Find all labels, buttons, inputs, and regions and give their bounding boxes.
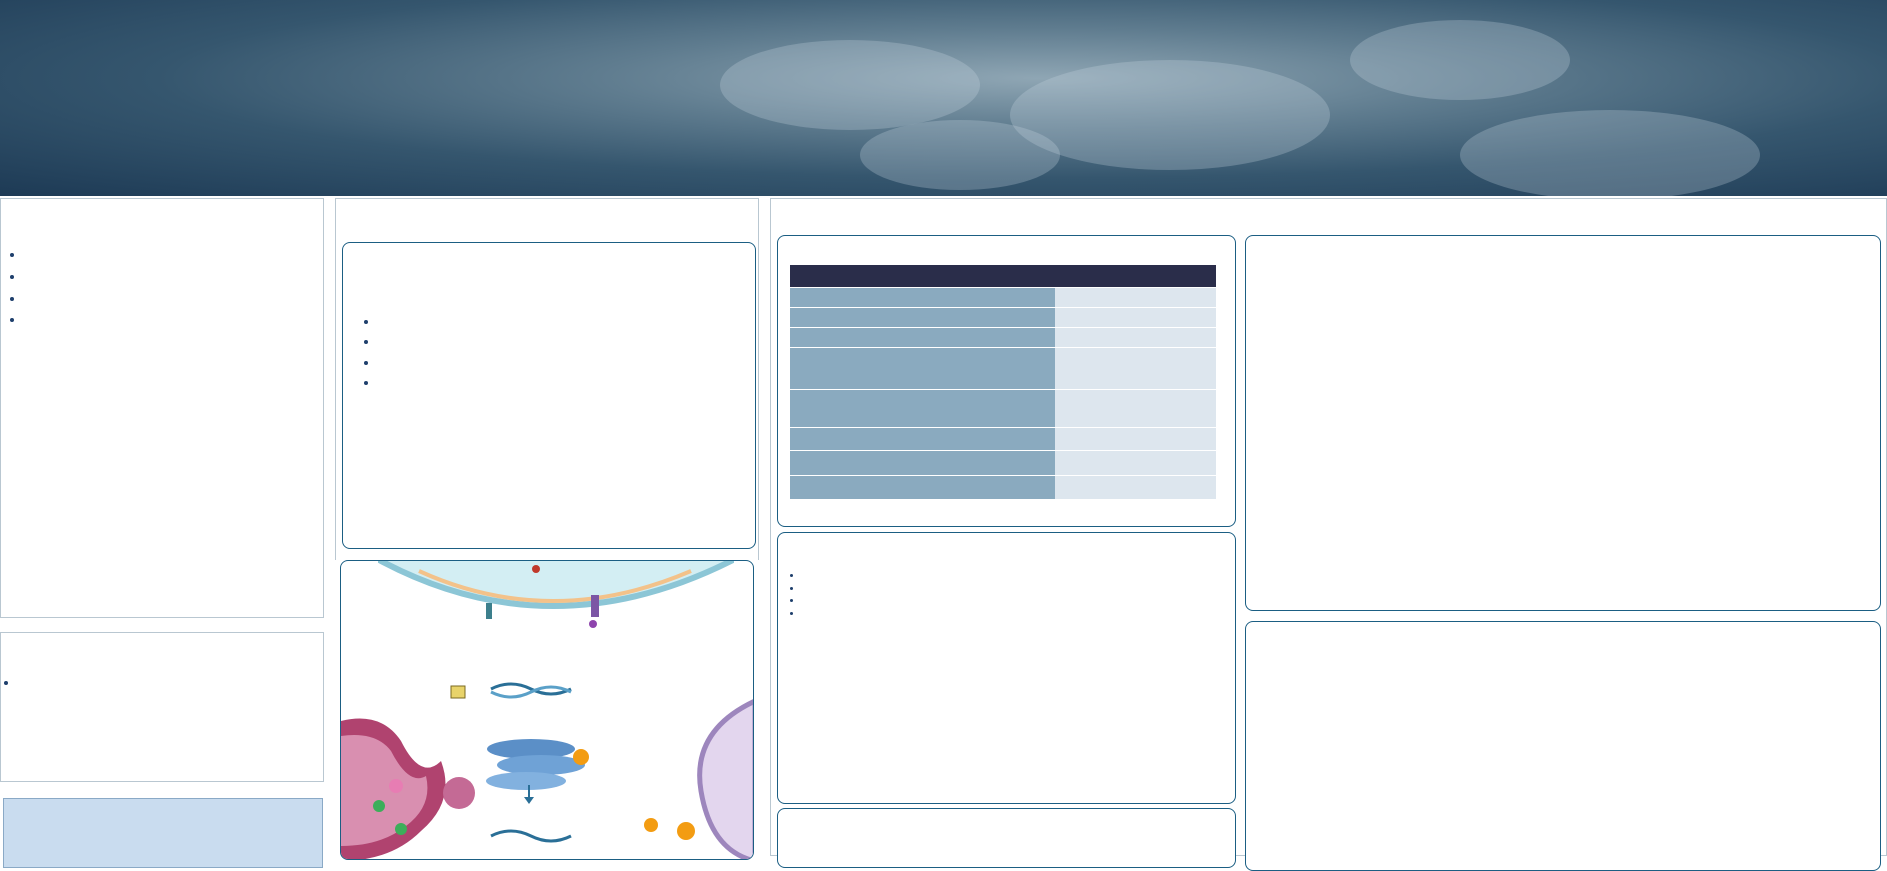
summary-bullets [790,569,1226,619]
pro-c3-fragment [451,686,465,698]
demographics-table [790,265,1216,500]
methods-bullets [357,311,749,392]
table-row-label [790,475,1055,499]
background-bullet [25,309,317,331]
immune-cell [700,701,754,860]
protease-molecule [644,818,658,832]
background-bullet [25,244,317,266]
background-bullets [3,244,317,331]
granule [395,823,407,835]
receptor [486,603,492,619]
net-blob [443,777,475,809]
major-findings-panel [3,798,323,868]
correlation-box [777,808,1236,868]
table-row-value [1055,307,1216,327]
table-row-value [1055,475,1216,499]
study-description-box [342,242,756,549]
table-row-value [1055,287,1216,307]
background-shape [1350,20,1570,100]
table-row-value [1055,389,1216,427]
hypothesis-bullet [19,672,311,694]
hypothesis-panel [0,632,324,782]
background-bullet [25,266,317,288]
tgf-molecule [589,620,597,628]
table-row-label [790,327,1055,347]
table-row-value [1055,327,1216,347]
methods-panel [335,198,759,562]
background-shape [720,40,980,130]
poster-header [0,0,1887,196]
ecm-fiber [497,755,585,775]
protease-molecule [677,822,695,840]
diagram-panel [335,560,759,856]
ecm-fiber [486,772,566,790]
tgf-receptor [591,595,599,617]
table-row-label [790,450,1055,475]
table-row-label [790,427,1055,450]
background-shape [860,120,1060,190]
table-row-label [790,287,1055,307]
pathway-diagram [340,560,754,860]
summary-bullet [802,607,1226,620]
table-row-label [790,307,1055,327]
summary-bullet [802,582,1226,595]
methods-bullet [379,311,749,331]
methods-bullet [379,352,749,372]
transcription-dot [532,565,540,573]
flow-arrow-head [524,797,534,804]
background-bullet [25,288,317,310]
pathway-diagram-svg [341,561,754,860]
table-row-value [1055,347,1216,389]
table-row-value [1055,450,1216,475]
table-title [790,265,1216,287]
figure-2-charts [1247,640,1879,856]
granule [389,779,403,793]
figure-caption [1255,580,1881,593]
summary-bullet [802,594,1226,607]
lysyl-oxidase-molecule [573,749,589,765]
background-shape [1460,110,1760,196]
table-row-label [790,347,1055,389]
hypothesis-bullets [3,672,311,694]
methods-bullet [379,372,749,392]
granule [373,800,385,812]
summary-bullet [802,569,1226,582]
degraded-collagen [491,831,571,841]
methods-bullet [379,331,749,351]
table-row-value [1055,427,1216,450]
table-row-label [790,389,1055,427]
figure-1-charts [1247,258,1879,578]
background-panel [0,198,324,618]
